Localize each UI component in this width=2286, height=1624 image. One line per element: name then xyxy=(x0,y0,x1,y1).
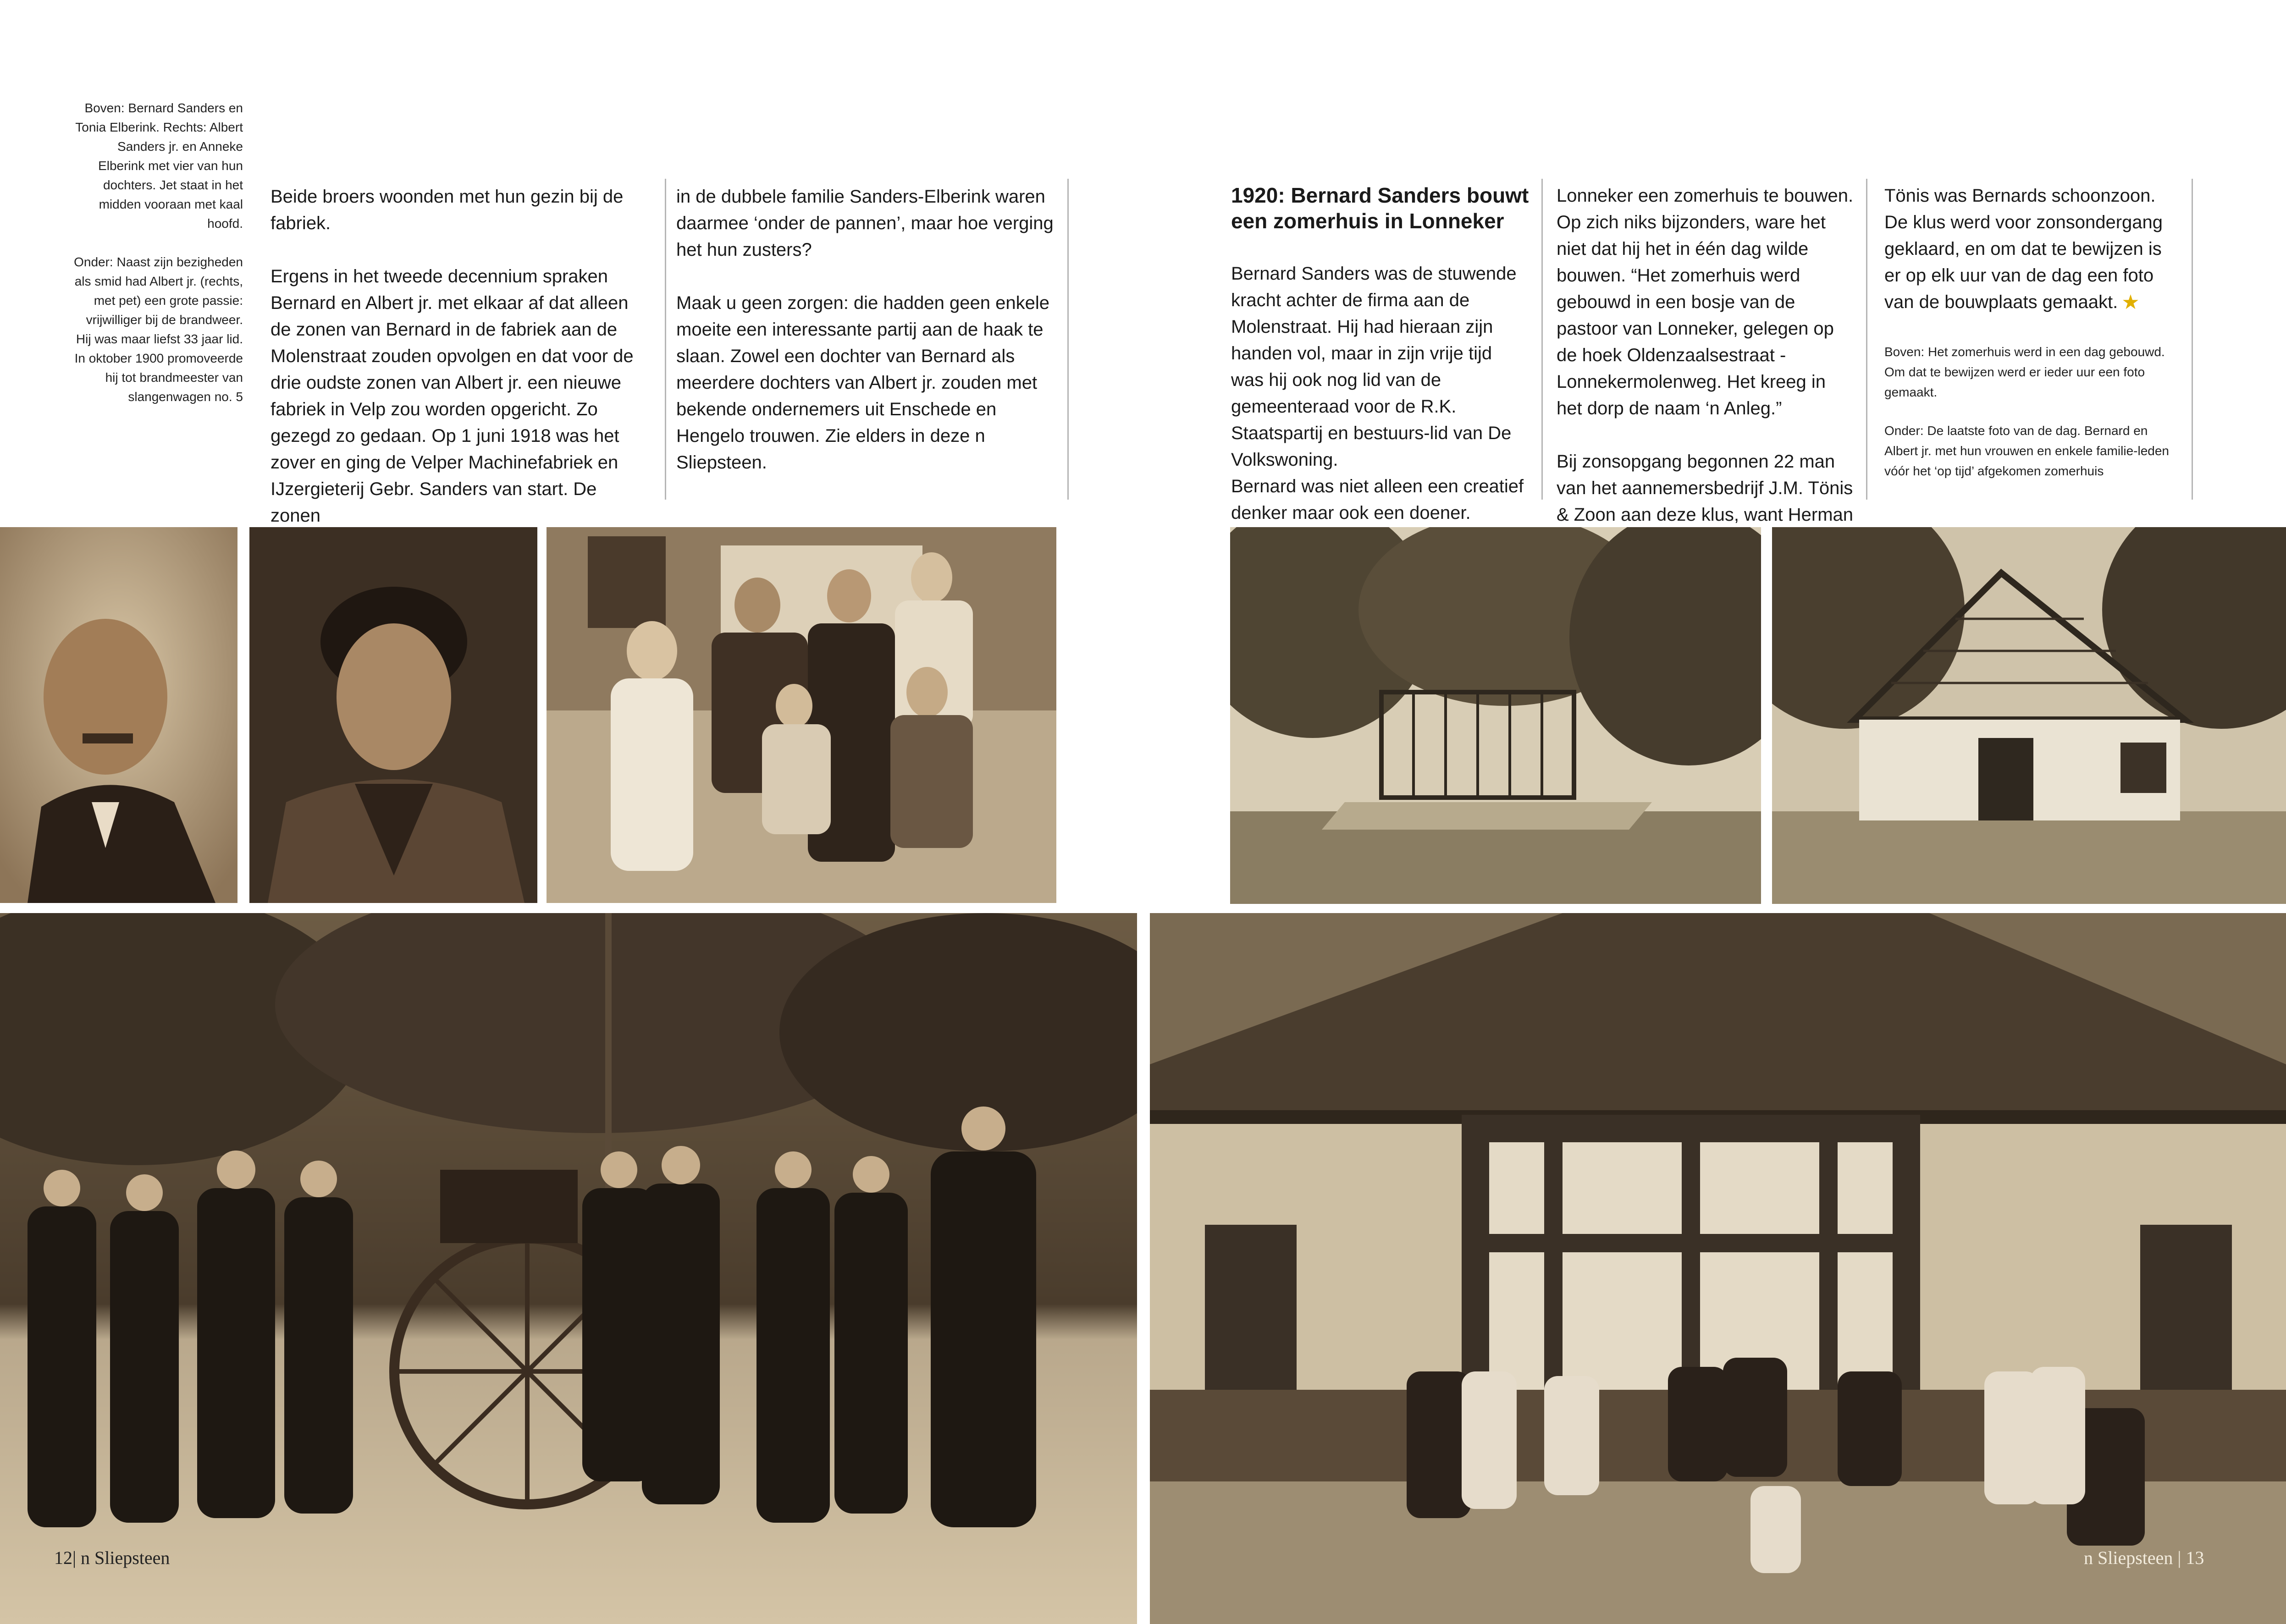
family-group-photo xyxy=(547,527,1056,903)
portrait-bernard-photo xyxy=(0,527,237,903)
right-text-column-1 xyxy=(1231,182,1529,553)
left-page-footer: 12| n Sliepsteen xyxy=(54,1547,170,1568)
end-mark-star-icon: ★ xyxy=(2121,291,2140,314)
fire-brigade-photo xyxy=(0,913,1137,1624)
left-text-column-2 xyxy=(676,183,1061,476)
caption-top-left: Boven: Bernard Sanders en Tonia Elberink. Rechts: Albert Sanders jr. en Anneke Elberink met vier van hun dochters. Jet staat in het midden vooraan met kaal hoofd. xyxy=(75,101,243,231)
left-col1-para-1: Beide broers woonden met hun gezin bij de fabriek. xyxy=(271,187,624,233)
left-col2-para-1: in de dubbele familie Sanders-Elberink waren daarmee ‘onder de pannen’, maar hoe verging het hun zusters? xyxy=(676,187,1054,260)
right-page-footer: n Sliepsteen | 13 xyxy=(2084,1547,2204,1568)
column-rule xyxy=(665,179,666,500)
right-col3-para-1: Tönis was Bernards schoonzoon. De klus werd voor zonsondergang geklaard, en om dat te bewijzen is er op elk uur van de dag een foto van de bouwplaats gemaakt. xyxy=(1884,186,2163,312)
construction-frame-photo xyxy=(1230,527,1761,904)
right-col2-para-2: Bij zonsopgang begonnen 22 man van het aannemersbedrijf J.M. Tönis & Zoon aan deze klus, want Herman xyxy=(1557,451,1854,525)
summer-house-photo xyxy=(1150,913,2286,1624)
section-heading: 1920: Bernard Sanders bouwt een zomerhuis in Lonneker xyxy=(1231,183,1529,233)
column-rule xyxy=(1866,179,1867,500)
column-rule xyxy=(1541,179,1543,500)
left-col1-para-2: Ergens in het tweede decennium spraken Bernard en Albert jr. met elkaar af dat alleen de zonen van Bernard in de fabriek aan de Molenstraat zouden opvolgen en dat voor de drie oudste zonen van Albert jr. een nieuwe fabriek in Velp zou worden opgericht. Zo gezegd zo gedaan. Op 1 juni 1918 was het zover en ging de Velper Machinefabriek en IJzergieterij Gebr. Sanders van start. De zonen xyxy=(271,266,634,526)
portrait-tonia-photo xyxy=(249,527,537,903)
right-col1-para-1: Bernard Sanders was de stuwende kracht achter de firma aan de Molenstraat. Hij had hieraan zijn handen vol, maar in zijn vrije tijd was hij ook nog lid van de gemeenteraad voor de R.K. Staatspartij en bestuurs-lid van De Volkswoning. xyxy=(1231,264,1517,470)
column-rule xyxy=(2192,179,2193,500)
right-text-column-2 xyxy=(1557,182,1855,528)
caption-bottom-right: Onder: De laatste foto van de dag. Bernard en Albert jr. met hun vrouwen en enkele familie-leden vóór het ‘op tijd’ afgekomen zomerhuis xyxy=(1884,424,2170,478)
column-rule xyxy=(1067,179,1069,500)
right-col2-para-1: Lonneker een zomerhuis te bouwen. Op zich niks bijzonders, ware het niet dat hij het in één dag wilde bouwen. “Het zomerhuis werd gebouwd in een bosje van de pastoor van Lonneker, gelegen op de hoek Oldenzaalsestraat - Lonnekermolenweg. Het kreeg in het dorp de naam ‘n Anleg.” xyxy=(1557,186,1854,418)
right-col1-para-2: Bernard was niet alleen een creatief denker maar ook een doener. xyxy=(1231,476,1524,523)
construction-roof-photo xyxy=(1772,527,2286,904)
caption-bottom-left: Onder: Naast zijn bezigheden als smid had Albert jr. (rechts, met pet) een grote passie: vrijwilliger bij de brandweer. Hij was maar liefst 33 jaar lid. In oktober 1900 promoveerde hij tot brandmeester van slangenwagen no. 5 xyxy=(74,255,243,404)
right-caption-block xyxy=(1884,342,2182,481)
left-text-column-1 xyxy=(271,183,646,529)
right-text-column-3 xyxy=(1884,182,2182,500)
left-caption-block xyxy=(69,99,243,426)
left-col2-para-2: Maak u geen zorgen: die hadden geen enkele moeite een interessante partij aan de haak te slaan. Zowel een dochter van Bernard als meerdere dochters van Albert jr. zouden met bekende ondernemers uit Enschede en Hengelo trouwen. Zie elders in deze n Sliepsteen. xyxy=(676,293,1049,473)
caption-top-right: Boven: Het zomerhuis werd in een dag gebouwd. Om dat te bewijzen werd er ieder uur een foto gemaakt. xyxy=(1884,345,2165,399)
